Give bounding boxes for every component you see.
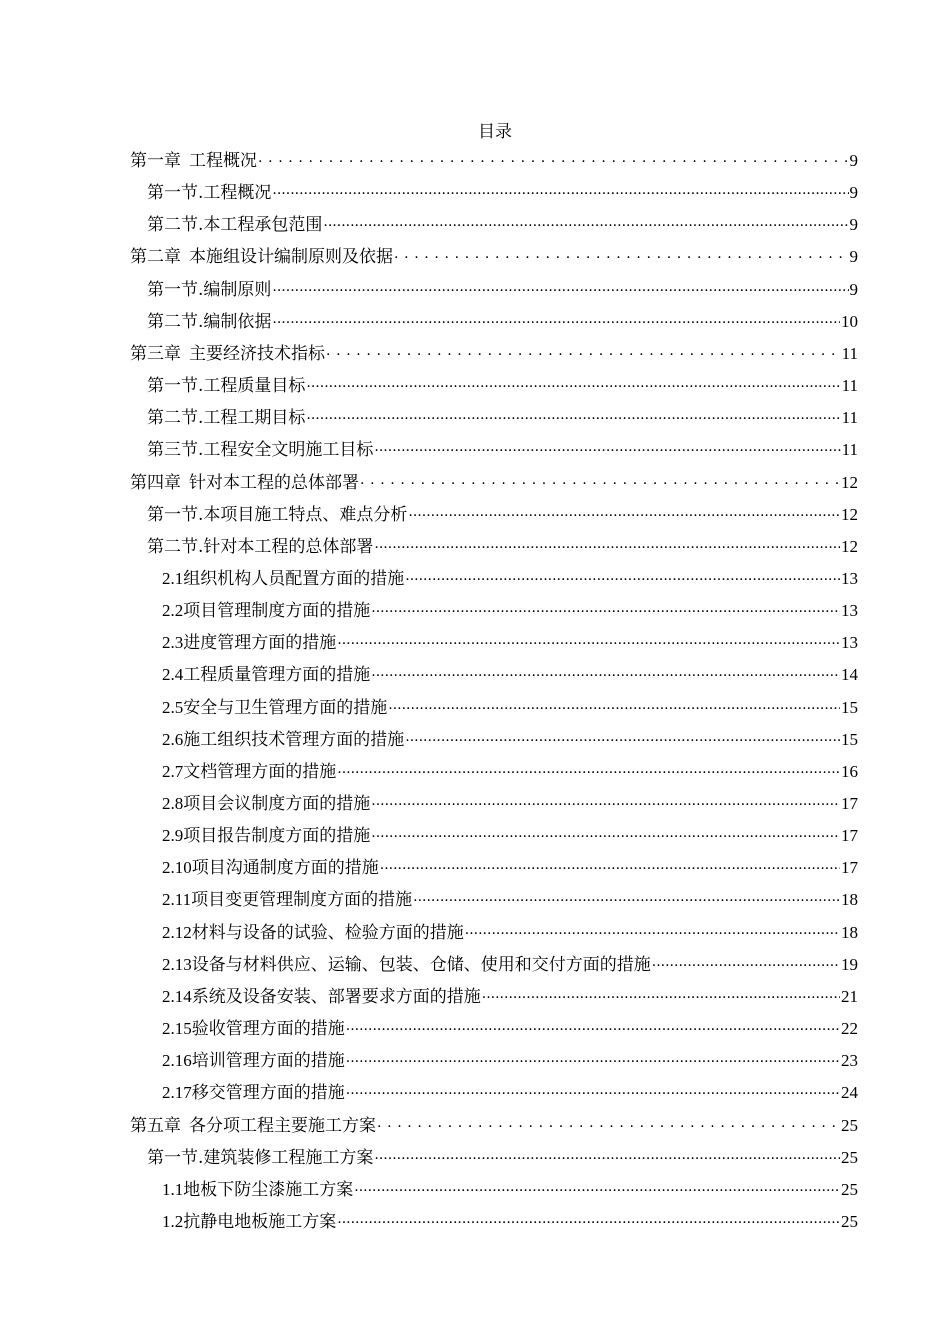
toc-entry-number: 第三章 <box>130 343 181 364</box>
toc-entry-title: 主要经济技术指标 <box>189 343 325 364</box>
toc-entry-page-number: 17 <box>841 826 858 846</box>
toc-entry-number: 第五章 <box>130 1115 181 1136</box>
toc-entry-number: 2.16 <box>162 1051 192 1071</box>
dot-leader <box>405 723 840 750</box>
toc-entry-page-number: 25 <box>841 1115 858 1135</box>
dot-leader <box>337 626 840 653</box>
toc-entry-page-number: 11 <box>841 408 858 428</box>
toc-entry-chapter[interactable] <box>130 148 858 174</box>
toc-entry-page-number: 25 <box>841 1179 858 1199</box>
dot-leader <box>408 498 840 525</box>
dot-leader <box>374 1141 840 1168</box>
toc-entry-page-number: 25 <box>841 1211 858 1231</box>
toc-entry-number: 第二节. <box>147 408 204 429</box>
toc-entry-number: 第一节. <box>147 504 204 525</box>
toc-entry-sub[interactable] <box>162 1016 858 1042</box>
toc-entry-number: 第二节. <box>147 536 204 557</box>
toc-entry-title: 各分项工程主要施工方案 <box>189 1115 376 1136</box>
toc-entry-number: 2.8 <box>162 794 184 813</box>
toc-entry-title: 抗静电地板施工方案 <box>183 1211 337 1232</box>
toc-entry-page-number: 21 <box>841 986 858 1006</box>
dot-leader <box>306 401 840 428</box>
toc-entry-title: 项目变更管理制度方面的措施 <box>191 890 413 911</box>
toc-entry-section[interactable] <box>147 180 858 206</box>
toc-entry-page-number: 16 <box>841 761 858 781</box>
toc-entry-title: 组织机构人员配置方面的措施 <box>183 568 405 589</box>
toc-entry-page-number: 24 <box>841 1083 858 1103</box>
toc-entry-number: 第四章 <box>130 472 181 493</box>
toc-entry-section[interactable] <box>147 502 858 528</box>
toc-entry-number: 第二章 <box>130 247 181 268</box>
toc-entry-section[interactable] <box>147 309 858 335</box>
toc-entry-section[interactable] <box>147 373 858 399</box>
toc-entry-page-number: 9 <box>849 215 858 235</box>
toc-entry-number: 第一节. <box>147 183 204 204</box>
toc-entry-sub[interactable] <box>162 566 858 592</box>
dot-leader <box>371 658 840 685</box>
toc-entry-sub[interactable] <box>162 952 858 978</box>
dot-leader <box>371 787 840 814</box>
toc-entry-title: 本项目施工特点、难点分析 <box>203 504 408 525</box>
toc-entry-title: 验收管理方面的措施 <box>191 1019 345 1040</box>
toc-entry-number: 第一节. <box>147 1147 204 1168</box>
dot-leader <box>482 980 840 1007</box>
dot-leader <box>360 466 840 493</box>
toc-entry-title: 本工程承包范围 <box>203 215 323 236</box>
toc-entry-number: 第一节. <box>147 279 204 300</box>
toc-entry-sub[interactable] <box>162 1048 858 1074</box>
toc-entry-number: 2.11 <box>162 890 192 910</box>
toc-entry-number: 第二节. <box>147 311 204 332</box>
toc-entry-page-number: 13 <box>841 601 858 621</box>
toc-entry-sub[interactable] <box>162 727 858 753</box>
toc-entry-title: 项目沟通制度方面的措施 <box>191 858 379 879</box>
toc-entry-number: 2.6 <box>162 729 184 749</box>
dot-leader <box>337 755 840 782</box>
toc-entry-sub[interactable] <box>162 695 858 721</box>
toc-entry-page-number: 22 <box>841 1019 858 1039</box>
toc-entry-page-number: 18 <box>841 890 858 910</box>
dot-leader <box>306 369 840 396</box>
dot-leader <box>405 562 840 589</box>
toc-entry-title: 编制原则 <box>203 279 272 300</box>
toc-entry-title: 设备与材料供应、运输、包装、仓储、使用和交付方面的措施 <box>191 954 651 975</box>
toc-entry-sub[interactable] <box>162 791 858 817</box>
toc-entry-number: 2.7 <box>162 761 184 781</box>
toc-entry-page-number: 12 <box>841 472 858 492</box>
toc-entry-page-number: 17 <box>841 858 858 878</box>
toc-entry-number: 2.4 <box>162 665 184 685</box>
toc-entry-number: 1.1 <box>162 1179 184 1199</box>
toc-entry-sub[interactable] <box>162 630 858 656</box>
toc-entry-title: 工程工期目标 <box>203 408 306 429</box>
toc-entry-page-number: 25 <box>841 1147 858 1167</box>
toc-entry-section[interactable] <box>147 405 858 431</box>
toc-entry-title: 工程质量目标 <box>203 376 306 397</box>
toc-entry-sub[interactable] <box>162 887 858 913</box>
dot-leader <box>388 691 840 718</box>
toc-entry-title: 工程概况 <box>189 151 257 171</box>
toc-entry-title: 安全与卫生管理方面的措施 <box>183 697 388 718</box>
dot-leader <box>394 240 849 267</box>
dot-leader <box>346 1044 840 1071</box>
toc-entry-chapter[interactable] <box>130 470 858 496</box>
dot-leader <box>413 883 840 910</box>
toc-entry-section[interactable] <box>147 534 858 560</box>
toc-entry-title: 工程质量管理方面的措施 <box>183 665 371 686</box>
toc-entry-number: 2.12 <box>162 922 192 942</box>
dot-leader <box>272 305 840 332</box>
toc-entry-title: 移交管理方面的措施 <box>191 1083 345 1104</box>
dot-leader <box>354 1173 840 1200</box>
dot-leader <box>272 273 848 300</box>
toc-entry-title: 项目报告制度方面的措施 <box>183 826 371 847</box>
toc-entry-title: 材料与设备的试验、检验方面的措施 <box>191 922 464 943</box>
dot-leader <box>323 208 848 235</box>
toc-entry-page-number: 9 <box>849 247 858 267</box>
toc-entry-title: 建筑装修工程施工方案 <box>203 1147 374 1168</box>
toc-entry-title: 针对本工程的总体部署 <box>203 536 374 557</box>
toc-entry-page-number: 9 <box>849 279 858 299</box>
toc-entry-page-number: 10 <box>841 311 858 331</box>
toc-entry-page-number: 12 <box>841 536 858 556</box>
toc-entry-title: 本施组设计编制原则及依据 <box>189 247 393 268</box>
toc-entry-page-number: 18 <box>841 922 858 942</box>
toc-entry-page-number: 9 <box>849 151 858 170</box>
toc-entry-title: 培训管理方面的措施 <box>191 1051 345 1072</box>
page-title: 目录 <box>478 122 512 142</box>
toc-entry-number: 1.2 <box>162 1211 184 1231</box>
toc-entry-page-number: 9 <box>849 183 858 203</box>
toc-entry-chapter[interactable] <box>130 244 858 270</box>
dot-leader <box>371 594 840 621</box>
toc-entry-number: 2.2 <box>162 601 184 621</box>
toc-entry-number: 2.15 <box>162 1019 192 1039</box>
toc-entry-page-number: 19 <box>841 954 858 974</box>
dot-leader <box>272 176 848 203</box>
dot-leader <box>258 144 849 171</box>
toc-entry-page-number: 13 <box>841 633 858 653</box>
dot-leader <box>374 433 840 460</box>
toc-entry-title: 工程安全文明施工目标 <box>203 440 374 461</box>
toc-entry-title: 针对本工程的总体部署 <box>189 472 359 493</box>
toc-entry-chapter[interactable] <box>130 1113 858 1139</box>
toc-entry-sub[interactable] <box>162 984 858 1010</box>
toc-entry-number: 第二节. <box>147 215 204 236</box>
toc-entry-number: 2.3 <box>162 633 184 653</box>
toc-entry-sub[interactable] <box>162 759 858 785</box>
toc-entry-sub[interactable] <box>162 598 858 624</box>
toc-entry-title: 编制依据 <box>203 311 272 332</box>
toc-entry-number: 2.14 <box>162 986 192 1006</box>
toc-entry-page-number: 23 <box>841 1051 858 1071</box>
toc-entry-section[interactable] <box>147 1145 858 1171</box>
toc-entry-page-number: 17 <box>841 794 858 813</box>
toc-entry-number: 第三节. <box>147 440 204 461</box>
dot-leader <box>380 851 840 878</box>
toc-entry-sub[interactable] <box>162 1177 858 1203</box>
toc-entry-title: 项目会议制度方面的措施 <box>183 794 371 814</box>
toc-entry-number: 2.9 <box>162 826 184 846</box>
toc-entry-page-number: 11 <box>841 376 858 396</box>
dot-leader <box>465 916 840 943</box>
toc-entry-page-number: 11 <box>841 343 858 363</box>
toc-entry-sub[interactable] <box>162 823 858 849</box>
toc-entry-title: 工程概况 <box>203 183 272 204</box>
dot-leader <box>377 1109 840 1136</box>
toc-entry-title: 地板下防尘漆施工方案 <box>183 1179 354 1200</box>
dot-leader <box>346 1012 840 1039</box>
toc-entry-sub[interactable] <box>162 920 858 946</box>
toc-entry-title: 施工组织技术管理方面的措施 <box>183 729 405 750</box>
toc-entry-sub[interactable] <box>162 1080 858 1106</box>
toc-entry-number: 2.5 <box>162 697 184 717</box>
toc-entry-section[interactable] <box>147 437 858 463</box>
toc-entry-sub[interactable] <box>162 1209 858 1235</box>
toc-entry-page-number: 11 <box>841 440 858 460</box>
toc-entry-number: 第一节. <box>147 376 204 397</box>
toc-entry-page-number: 14 <box>841 665 858 685</box>
toc-entry-sub[interactable] <box>162 662 858 688</box>
toc-entry-page-number: 15 <box>841 697 858 717</box>
toc-entry-number: 2.1 <box>162 568 184 588</box>
toc-entry-number: 2.10 <box>162 858 192 878</box>
toc-entry-section[interactable] <box>147 212 858 238</box>
dot-leader <box>652 948 840 975</box>
toc-entry-title: 文档管理方面的措施 <box>183 761 337 782</box>
toc-entry-number: 第一章 <box>130 151 181 171</box>
dot-leader <box>371 819 840 846</box>
toc-entry-sub[interactable] <box>162 855 858 881</box>
toc-entry-chapter[interactable] <box>130 341 858 367</box>
toc-entry-page-number: 15 <box>841 729 858 749</box>
dot-leader <box>337 1205 840 1232</box>
toc-entry-page-number: 13 <box>841 568 858 588</box>
dot-leader <box>374 530 840 557</box>
dot-leader <box>346 1076 840 1103</box>
toc-entry-title: 系统及设备安装、部署要求方面的措施 <box>191 986 481 1007</box>
toc-entry-title: 项目管理制度方面的措施 <box>183 601 371 622</box>
dot-leader <box>326 337 841 364</box>
toc-entry-title: 进度管理方面的措施 <box>183 633 337 654</box>
toc-entry-number: 2.13 <box>162 954 192 974</box>
toc-entry-number: 2.17 <box>162 1083 192 1103</box>
toc-entry-section[interactable] <box>147 277 858 303</box>
toc-entry-page-number: 12 <box>841 504 858 524</box>
